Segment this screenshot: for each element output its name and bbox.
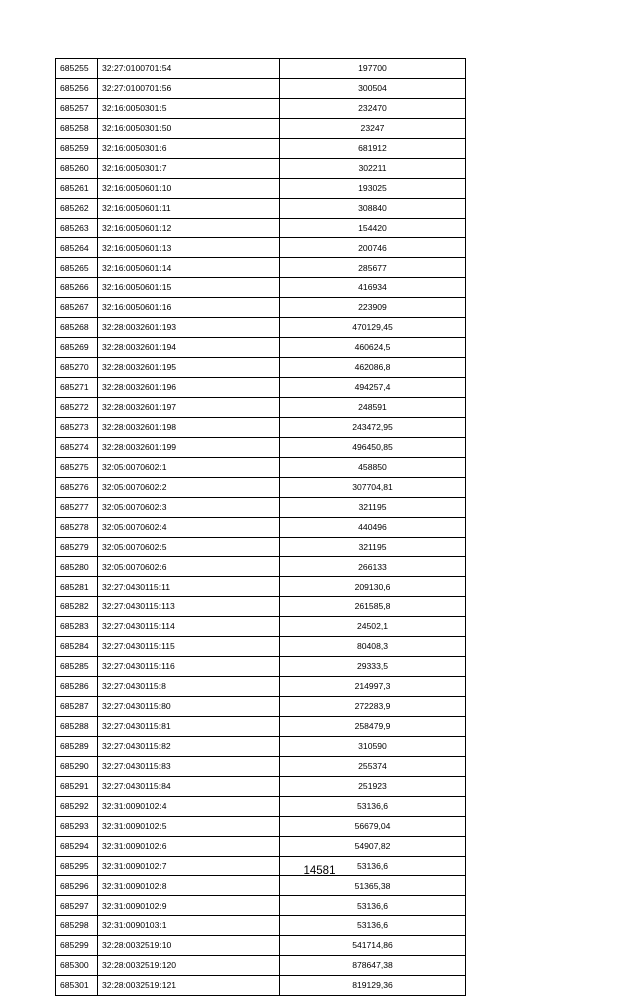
value-cell: 302211 (280, 158, 466, 178)
cadastral-number-cell: 32:16:0050301:6 (98, 138, 280, 158)
table-row (56, 756, 466, 776)
cadastral-number-cell: 32:16:0050601:13 (98, 238, 280, 258)
row-id-cell: 685283 (56, 617, 98, 637)
row-id-cell: 685256 (56, 78, 98, 98)
row-id-cell: 685265 (56, 258, 98, 278)
table-row (56, 497, 466, 517)
cadastral-number-cell: 32:27:0430115:81 (98, 716, 280, 736)
value-cell: 285677 (280, 258, 466, 278)
cadastral-number-cell: 32:16:0050301:50 (98, 118, 280, 138)
value-cell: 56679,04 (280, 816, 466, 836)
cadastral-number-cell: 32:05:0070602:1 (98, 457, 280, 477)
page-number: 14581 (303, 865, 336, 877)
value-cell: 251923 (280, 776, 466, 796)
value-cell: 232470 (280, 98, 466, 118)
cadastral-number-cell: 32:27:0430115:11 (98, 577, 280, 597)
table-row (56, 358, 466, 378)
row-id-cell: 685268 (56, 318, 98, 338)
cadastral-number-cell: 32:28:0032601:196 (98, 378, 280, 398)
row-id-cell: 685294 (56, 836, 98, 856)
table-row (56, 298, 466, 318)
table-row (56, 397, 466, 417)
row-id-cell: 685296 (56, 876, 98, 896)
table-row (56, 378, 466, 398)
row-id-cell: 685257 (56, 98, 98, 118)
row-id-cell: 685286 (56, 677, 98, 697)
value-cell: 300504 (280, 78, 466, 98)
cadastral-number-cell: 32:27:0430115:80 (98, 697, 280, 717)
value-cell: 51365,38 (280, 876, 466, 896)
row-id-cell: 685274 (56, 437, 98, 457)
value-cell: 541714,86 (280, 936, 466, 956)
value-cell: 494257,4 (280, 378, 466, 398)
row-id-cell: 685298 (56, 916, 98, 936)
value-cell: 53136,6 (280, 796, 466, 816)
cadastral-number-cell: 32:16:0050301:7 (98, 158, 280, 178)
table-row (56, 158, 466, 178)
row-id-cell: 685264 (56, 238, 98, 258)
table-row (56, 896, 466, 916)
value-cell: 681912 (280, 138, 466, 158)
value-cell: 440496 (280, 517, 466, 537)
cadastral-number-cell: 32:16:0050601:11 (98, 198, 280, 218)
value-cell: 496450,85 (280, 437, 466, 457)
value-cell: 53136,6 (280, 856, 466, 876)
table-row (56, 138, 466, 158)
row-id-cell: 685297 (56, 896, 98, 916)
value-cell: 819129,36 (280, 976, 466, 996)
row-id-cell: 685278 (56, 517, 98, 537)
table-row (56, 417, 466, 437)
table-row (56, 178, 466, 198)
value-cell: 470129,45 (280, 318, 466, 338)
value-cell: 310590 (280, 736, 466, 756)
cadastral-number-cell: 32:16:0050601:10 (98, 178, 280, 198)
row-id-cell: 685284 (56, 637, 98, 657)
cadastral-number-cell: 32:27:0430115:83 (98, 756, 280, 776)
cadastral-number-cell: 32:28:0032601:195 (98, 358, 280, 378)
row-id-cell: 685266 (56, 278, 98, 298)
table-row (56, 437, 466, 457)
table-row (56, 98, 466, 118)
row-id-cell: 685287 (56, 697, 98, 717)
value-cell: 321195 (280, 497, 466, 517)
row-id-cell: 685300 (56, 956, 98, 976)
value-cell: 193025 (280, 178, 466, 198)
cadastral-number-cell: 32:27:0430115:114 (98, 617, 280, 637)
row-id-cell: 685299 (56, 936, 98, 956)
cadastral-number-cell: 32:27:0430115:115 (98, 637, 280, 657)
cadastral-number-cell: 32:05:0070602:6 (98, 557, 280, 577)
row-id-cell: 685292 (56, 796, 98, 816)
value-cell: 200746 (280, 238, 466, 258)
cadastral-number-cell: 32:27:0100701:56 (98, 78, 280, 98)
value-cell: 54907,82 (280, 836, 466, 856)
table-row (56, 477, 466, 497)
table-row (56, 776, 466, 796)
cadastral-number-cell: 32:16:0050301:5 (98, 98, 280, 118)
value-cell: 272283,9 (280, 697, 466, 717)
table-row (56, 118, 466, 138)
cadastral-number-cell: 32:31:0090102:9 (98, 896, 280, 916)
cadastral-number-cell: 32:28:0032601:193 (98, 318, 280, 338)
value-cell: 878647,38 (280, 956, 466, 976)
cadastral-number-cell: 32:05:0070602:3 (98, 497, 280, 517)
row-id-cell: 685267 (56, 298, 98, 318)
table-row (56, 258, 466, 278)
row-id-cell: 685273 (56, 417, 98, 437)
value-cell: 24502,1 (280, 617, 466, 637)
value-cell: 197700 (280, 59, 466, 79)
cadastral-number-cell: 32:05:0070602:2 (98, 477, 280, 497)
row-id-cell: 685289 (56, 736, 98, 756)
row-id-cell: 685259 (56, 138, 98, 158)
row-id-cell: 685282 (56, 597, 98, 617)
table-row (56, 816, 466, 836)
cadastral-number-cell: 32:28:0032601:198 (98, 417, 280, 437)
cadastral-number-cell: 32:27:0430115:8 (98, 677, 280, 697)
row-id-cell: 685262 (56, 198, 98, 218)
row-id-cell: 685272 (56, 397, 98, 417)
table-row (56, 916, 466, 936)
table-row (56, 577, 466, 597)
cadastral-number-cell: 32:27:0430115:84 (98, 776, 280, 796)
cadastral-number-cell: 32:28:0032519:10 (98, 936, 280, 956)
value-cell: 266133 (280, 557, 466, 577)
cadastral-number-cell: 32:16:0050601:12 (98, 218, 280, 238)
row-id-cell: 685263 (56, 218, 98, 238)
value-cell: 308840 (280, 198, 466, 218)
value-cell: 248591 (280, 397, 466, 417)
value-cell: 53136,6 (280, 896, 466, 916)
cadastral-number-cell: 32:16:0050601:14 (98, 258, 280, 278)
row-id-cell: 685255 (56, 59, 98, 79)
table-row (56, 517, 466, 537)
table-row (56, 597, 466, 617)
cadastral-value-table (55, 58, 466, 996)
row-id-cell: 685275 (56, 457, 98, 477)
table-body (56, 59, 466, 996)
row-id-cell: 685258 (56, 118, 98, 138)
row-id-cell: 685280 (56, 557, 98, 577)
table-row (56, 617, 466, 637)
table-row (56, 557, 466, 577)
value-cell: 416934 (280, 278, 466, 298)
row-id-cell: 685270 (56, 358, 98, 378)
value-cell: 458850 (280, 457, 466, 477)
table-row (56, 457, 466, 477)
table-row (56, 956, 466, 976)
cadastral-number-cell: 32:27:0430115:82 (98, 736, 280, 756)
value-cell: 53136,6 (280, 916, 466, 936)
cadastral-number-cell: 32:31:0090102:6 (98, 836, 280, 856)
row-id-cell: 685276 (56, 477, 98, 497)
table-row (56, 318, 466, 338)
table-row (56, 716, 466, 736)
row-id-cell: 685301 (56, 976, 98, 996)
table-row (56, 876, 466, 896)
table-row (56, 697, 466, 717)
value-cell: 29333,5 (280, 657, 466, 677)
row-id-cell: 685271 (56, 378, 98, 398)
table-row (56, 796, 466, 816)
table-row (56, 218, 466, 238)
value-cell: 154420 (280, 218, 466, 238)
table-row (56, 537, 466, 557)
cadastral-number-cell: 32:31:0090102:8 (98, 876, 280, 896)
cadastral-number-cell: 32:27:0430115:116 (98, 657, 280, 677)
cadastral-number-cell: 32:31:0090102:7 (98, 856, 280, 876)
cadastral-number-cell: 32:05:0070602:4 (98, 517, 280, 537)
cadastral-number-cell: 32:28:0032601:199 (98, 437, 280, 457)
table-row (56, 657, 466, 677)
value-cell: 243472,95 (280, 417, 466, 437)
cadastral-number-cell: 32:05:0070602:5 (98, 537, 280, 557)
cadastral-number-cell: 32:28:0032601:194 (98, 338, 280, 358)
cadastral-number-cell: 32:28:0032519:121 (98, 976, 280, 996)
table-row (56, 278, 466, 298)
table-row (56, 936, 466, 956)
value-cell: 80408,3 (280, 637, 466, 657)
cadastral-number-cell: 32:27:0430115:113 (98, 597, 280, 617)
row-id-cell: 685288 (56, 716, 98, 736)
value-cell: 460624,5 (280, 338, 466, 358)
value-cell: 321195 (280, 537, 466, 557)
value-cell: 255374 (280, 756, 466, 776)
table-row (56, 976, 466, 996)
cadastral-number-cell: 32:31:0090102:4 (98, 796, 280, 816)
value-cell: 258479,9 (280, 716, 466, 736)
row-id-cell: 685277 (56, 497, 98, 517)
row-id-cell: 685281 (56, 577, 98, 597)
row-id-cell: 685291 (56, 776, 98, 796)
cadastral-number-cell: 32:28:0032601:197 (98, 397, 280, 417)
table-row (56, 677, 466, 697)
cadastral-number-cell: 32:16:0050601:15 (98, 278, 280, 298)
value-cell: 23247 (280, 118, 466, 138)
row-id-cell: 685285 (56, 657, 98, 677)
value-cell: 462086,8 (280, 358, 466, 378)
table-row (56, 736, 466, 756)
table-row (56, 338, 466, 358)
row-id-cell: 685260 (56, 158, 98, 178)
row-id-cell: 685279 (56, 537, 98, 557)
table-row (56, 59, 466, 79)
cadastral-number-cell: 32:27:0100701:54 (98, 59, 280, 79)
value-cell: 223909 (280, 298, 466, 318)
cadastral-number-cell: 32:31:0090102:5 (98, 816, 280, 836)
cadastral-number-cell: 32:16:0050601:16 (98, 298, 280, 318)
value-cell: 261585,8 (280, 597, 466, 617)
table-row (56, 238, 466, 258)
row-id-cell: 685269 (56, 338, 98, 358)
row-id-cell: 685261 (56, 178, 98, 198)
row-id-cell: 685293 (56, 816, 98, 836)
table-row (56, 836, 466, 856)
row-id-cell: 685290 (56, 756, 98, 776)
cadastral-number-cell: 32:28:0032519:120 (98, 956, 280, 976)
value-cell: 209130,6 (280, 577, 466, 597)
table-row (56, 78, 466, 98)
value-cell: 307704,81 (280, 477, 466, 497)
value-cell: 214997,3 (280, 677, 466, 697)
table-row (56, 637, 466, 657)
cadastral-number-cell: 32:31:0090103:1 (98, 916, 280, 936)
table-row (56, 198, 466, 218)
row-id-cell: 685295 (56, 856, 98, 876)
